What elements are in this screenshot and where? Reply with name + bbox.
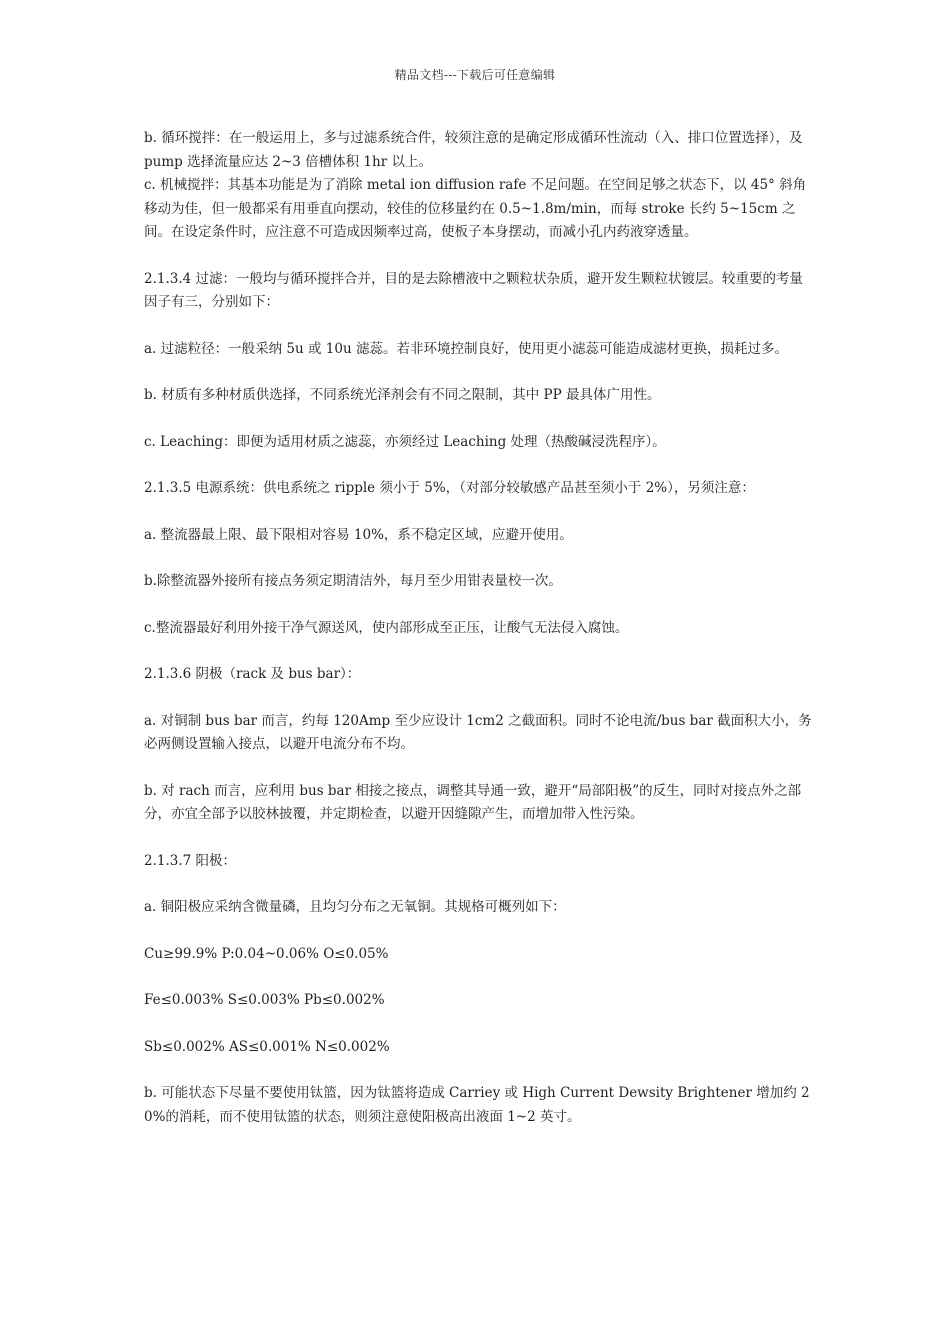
paragraph-titanium-basket: b. 可能状态下尽量不要使用钛篮，因为钛篮将造成 Carriey 或 High Current Dewsity Brightener 增加约 20%的消耗，而不使用钛篮的状态，则须注意使阳极高出液面 1~2 英寸。 — [144, 1085, 810, 1125]
paragraph-filter-material: b. 材质有多种材质供选择，不同系统光泽剂会有不同之限制，其中 PP 最具体广用性。 — [144, 387, 661, 403]
page-header: 精品文档---下载后可任意编辑 — [394, 68, 556, 82]
section-power-system: 2.1.3.5 电源系统：供电系统之 ripple 须小于 5%，（对部分较敏感产品甚至须小于 2%），另须注意： — [144, 480, 755, 496]
spec-line-1: Cu≥99.9% P:0.04~0.06% O≤0.05% — [144, 945, 389, 962]
spec-line-2: Fe≤0.003% S≤0.003% Pb≤0.002% — [144, 992, 385, 1008]
section-anode: 2.1.3.7 阳极： — [144, 852, 237, 869]
spec-line-3: Sb≤0.002% AS≤0.001% N≤0.002% — [144, 1038, 390, 1055]
paragraph-leaching: c. Leaching：即便为适用材质之滤蕊，亦须经过 Leaching 处理（热酸碱浸洗程序）。 — [144, 433, 666, 450]
paragraph-bus-bar: a. 对铜制 bus bar 而言，约每 120Amp 至少应设计 1cm2 之截面积。同时不论电流/bus bar 截面积大小，务必两侧设置输入接点，以避开电流分布不均。 — [144, 712, 812, 752]
paragraph-mechanical-stirring: c. 机械搅拌：其基本功能是为了消除 metal ion diffusion rafe 不足问题。在空间足够之状态下，以 45° 斜角移动为佳，但一般都采有用垂直向摆动，较佳的位移量约在 0.5~1.8m/min，而每 stroke 长约 5~15cm 之间。在设定条件时，应注意不可造成因频率过高，使板子本身摆动，而减小孔内药液穿透量。 — [144, 177, 807, 240]
paragraph-rectifier-airflow: c.整流器最好利用外接干净气源送风，使内部形成至正压，让酸气无法侵入腐蚀。 — [144, 619, 629, 636]
paragraph-copper-anode: a. 铜阳极应采纳含微量磷，且均匀分布之无氧铜。其规格可概列如下： — [144, 899, 566, 915]
paragraph-rectifier-contacts: b.除整流器外接所有接点务须定期清洁外，每月至少用钳表量校一次。 — [144, 573, 562, 589]
section-cathode: 2.1.3.6 阴极（rack 及 bus bar）： — [144, 666, 361, 682]
paragraph-rectifier-limits: a. 整流器最上限、最下限相对容易 10%，系不稳定区域，应避开使用。 — [144, 526, 573, 543]
section-filtration: 2.1.3.4 过滤：一般均与循环搅拌合并，目的是去除槽液中之颗粒状杂质，避开发生颗粒状镀层。较重要的考量因子有三，分别如下： — [144, 270, 804, 310]
paragraph-filter-size: a. 过滤粒径：一般采纳 5u 或 10u 滤蕊。若非环境控制良好，使用更小滤蕊可能造成滤材更换，损耗过多。 — [144, 340, 788, 357]
paragraph-rack: b. 对 rach 而言，应利用 bus bar 相接之接点，调整其导通一致，避开“局部阳极”的反生，同时对接点外之部分，亦宜全部予以胶林披覆，并定期检查，以避开因缝隙产生，而增加带入性污染。 — [144, 782, 802, 822]
document-body — [144, 127, 812, 1129]
paragraph-circulation-stirring: b. 循环搅拌：在一般运用上，多与过滤系统合件，较须注意的是确定形成循环性流动（入、排口位置选择），及 pump 选择流量应达 2~3 倍槽体积 1hr 以上。 — [144, 130, 803, 170]
